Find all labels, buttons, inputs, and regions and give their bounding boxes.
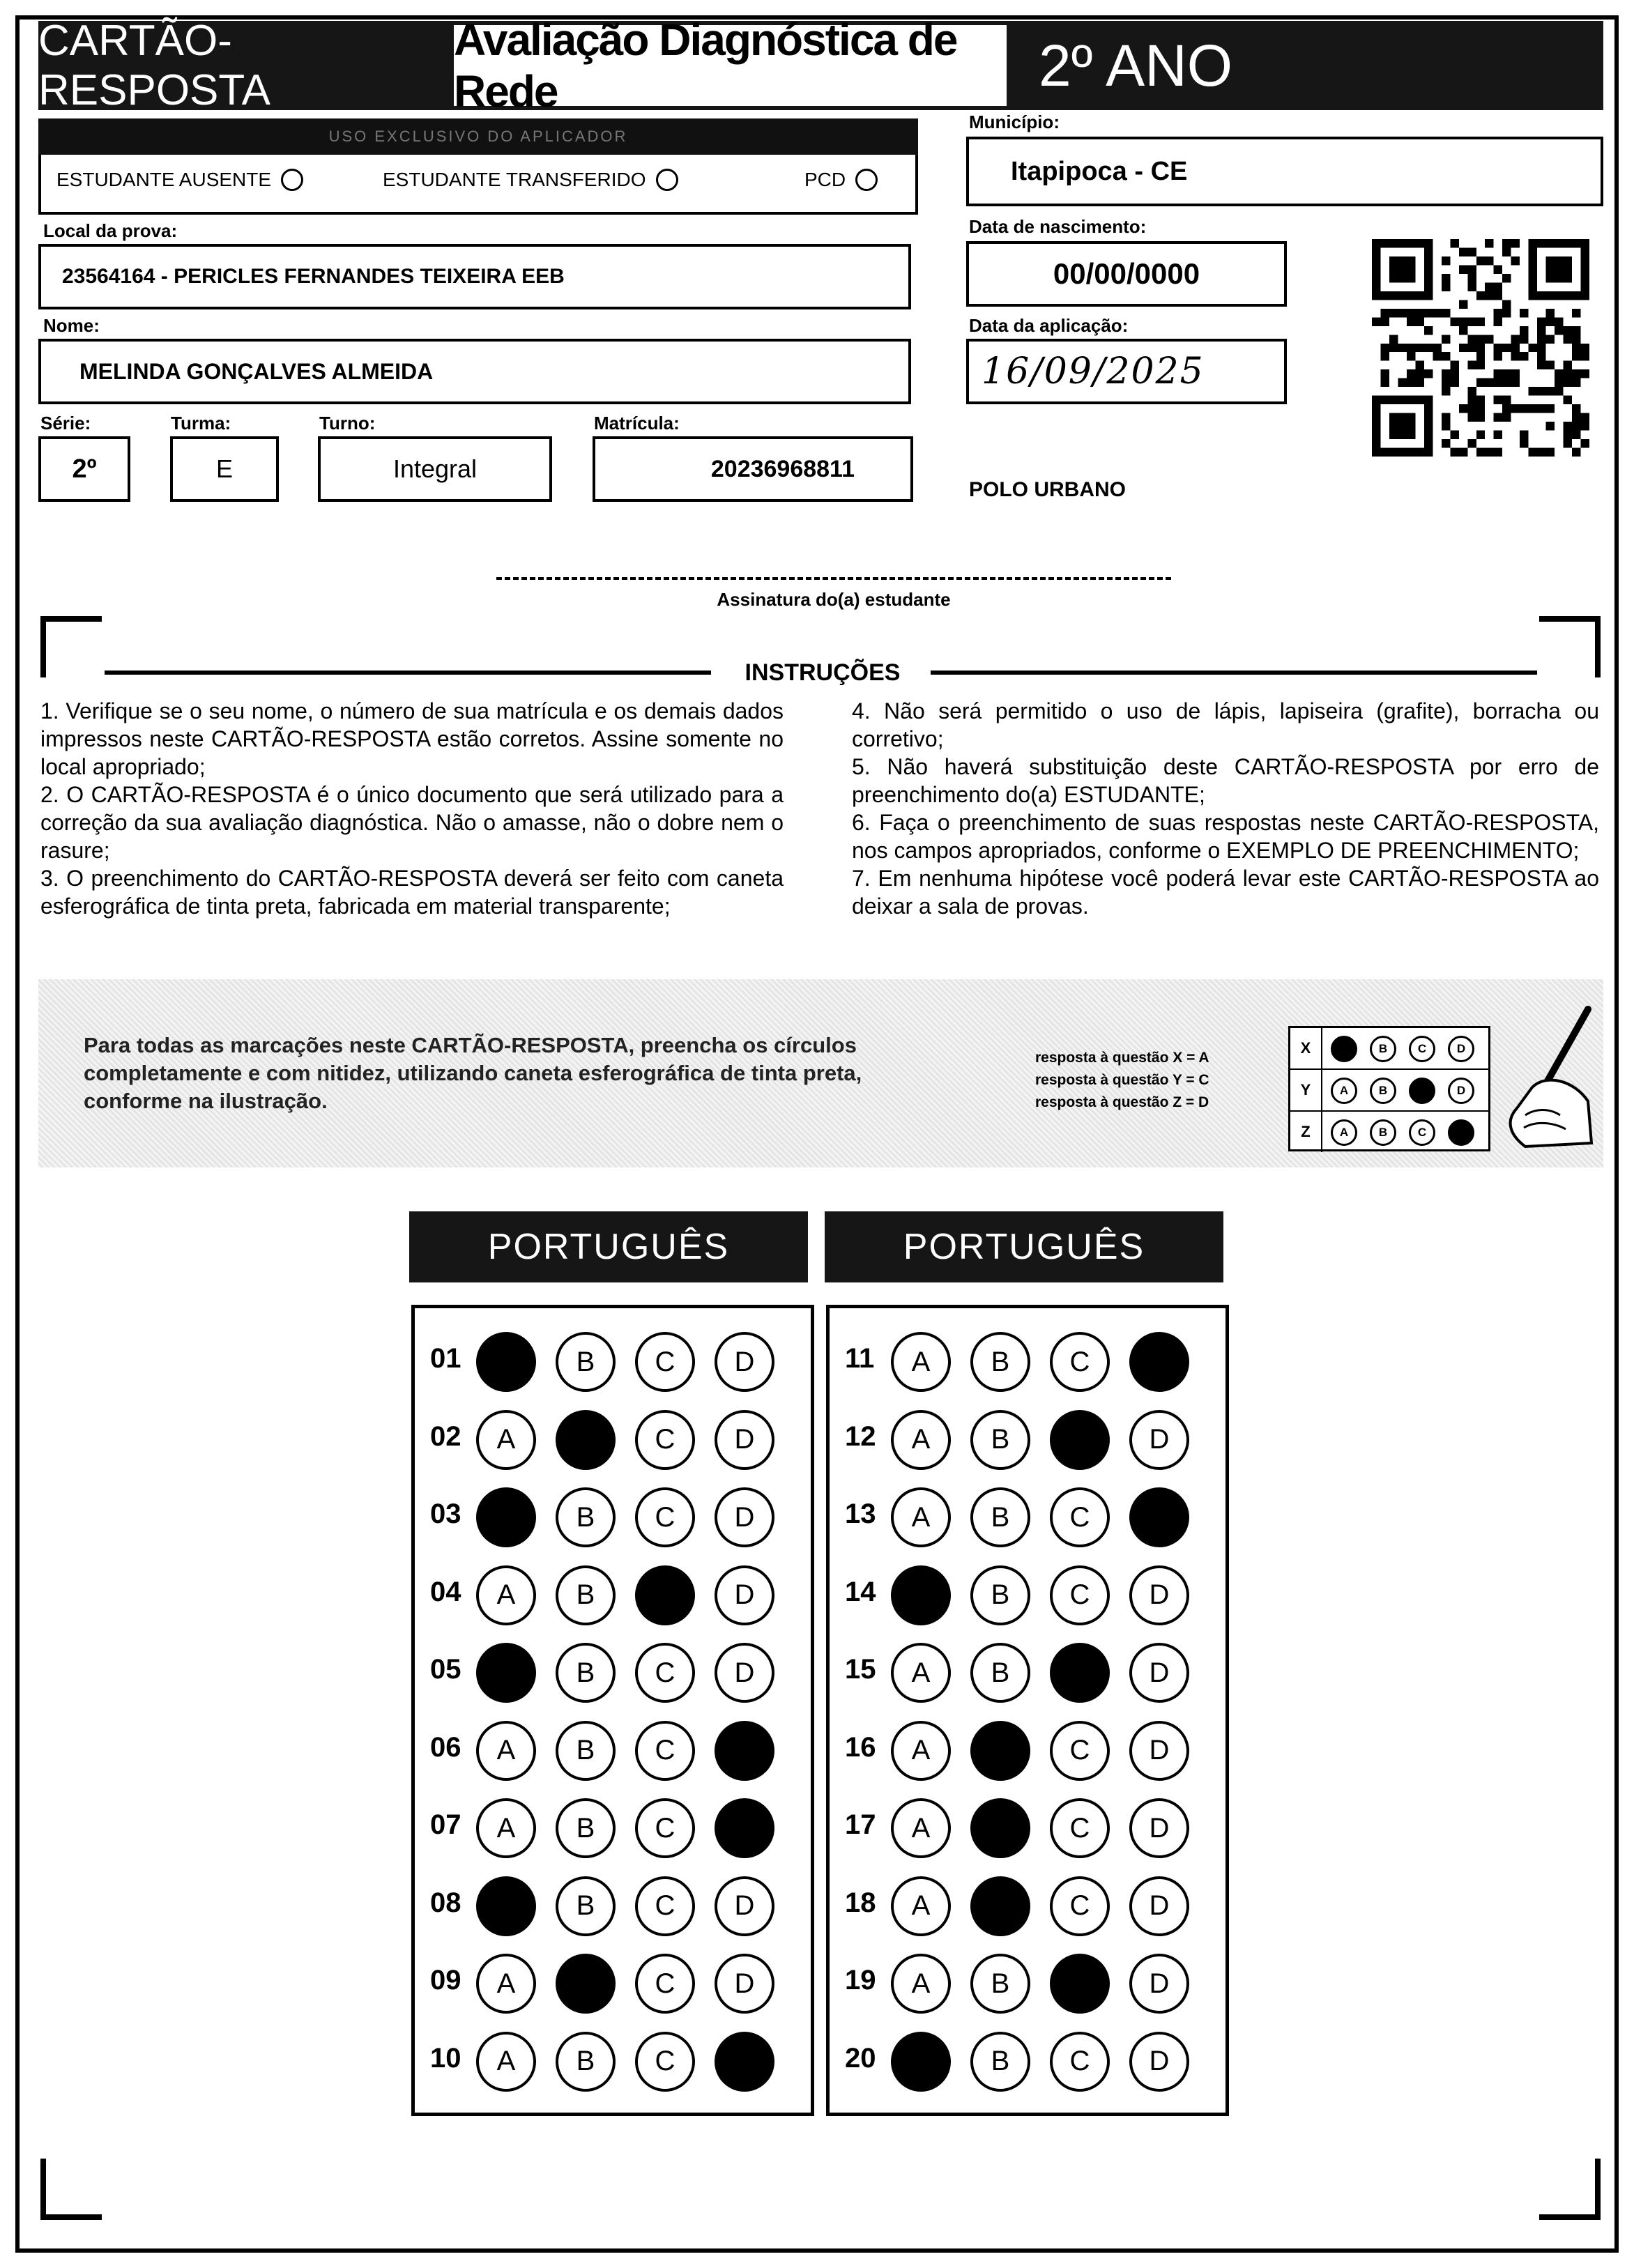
question-number: 13 [845,1499,876,1529]
answer-bubble-a[interactable]: A [891,1954,951,2014]
question-row [415,1561,811,1631]
question-number: 03 [430,1499,461,1529]
instruction-7: 7. Em nenhuma hipótese você poderá levar este CARTÃO-RESPOSTA ao deixar a sala de provas. [852,866,1599,919]
grade-label: 2º ANO [1011,21,1603,110]
example-bubble: C [1409,1036,1435,1062]
corner-mark-bottom-right [1539,2159,1601,2220]
answer-bubble-a[interactable]: A [891,1487,951,1547]
answer-bubble-c[interactable]: C [1050,1876,1110,1936]
answer-bubble-b[interactable]: B [556,2032,616,2092]
answer-bubble-b[interactable]: B [556,1798,616,1858]
question-row [830,2028,1226,2097]
section-title-1: PORTUGUÊS [409,1211,808,1282]
answer-bubble-d[interactable]: D [715,1410,774,1470]
instruction-4: 4. Não será permitido o uso de lápis, lapiseira (grafite), borracha ou corretivo; [852,698,1599,751]
name-label: Nome: [43,315,100,336]
serie-value: 2º [72,454,97,484]
answer-bubble-b[interactable]: B [970,1410,1030,1470]
question-number: 05 [430,1654,461,1685]
municipio-label: Município: [969,112,1060,132]
question-number: 17 [845,1809,876,1840]
answer-bubble-b[interactable] [556,1410,616,1470]
answer-bubble-a[interactable]: A [891,1410,951,1470]
answer-bubble-d[interactable]: D [1129,1565,1189,1625]
question-number: 19 [845,1965,876,1995]
question-number: 02 [430,1420,461,1452]
instruction-5: 5. Não haverá substituição deste CARTÃO-RESPOSTA por erro de preenchimento do(a) ESTUDANTE; [852,754,1599,807]
local-field [38,244,911,309]
question-row [830,1639,1226,1708]
instructions-title: INSTRUÇÕES [745,659,901,686]
transferred-option[interactable] [383,169,678,191]
answer-bubble-c[interactable]: C [635,1798,695,1858]
example-answer-z: resposta à questão Z = D [1035,1094,1209,1110]
example-bubble: B [1370,1036,1396,1062]
question-row [415,1794,811,1864]
exam-title: Avaliação Diagnóstica de Rede [450,21,1011,110]
corner-mark-top-left [40,616,102,677]
answer-bubble-c[interactable] [1050,1410,1110,1470]
example-bubble: B [1370,1078,1396,1104]
answer-bubble-b[interactable]: B [556,1565,616,1625]
name-field [38,339,911,404]
turma-field [170,436,279,502]
answer-bubble-a[interactable]: A [476,1565,536,1625]
answer-bubble-a[interactable]: A [476,1721,536,1781]
example-grid [1288,1026,1490,1151]
answer-bubble-d[interactable] [1129,1487,1189,1547]
answer-bubble-c[interactable]: C [635,2032,695,2092]
answer-bubble-d[interactable]: D [1129,1410,1189,1470]
answer-bubble-b[interactable]: B [970,1643,1030,1703]
answer-bubble-d[interactable]: D [1129,1954,1189,2014]
answer-bubble-a[interactable] [476,1332,536,1392]
answer-bubble-b[interactable]: B [556,1721,616,1781]
answer-bubble-c[interactable]: C [635,1643,695,1703]
turno-value: Integral [392,454,478,483]
answer-bubble-c[interactable]: C [635,1954,695,2014]
answer-bubble-c[interactable]: C [635,1487,695,1547]
pcd-circle[interactable] [855,169,878,191]
turma-label: Turma: [171,413,231,434]
instruction-6: 6. Faça o preenchimento de suas respostas neste CARTÃO-RESPOSTA, nos campos apropriados, conforme o EXEMPLO DE PREENCHIMENTO; [852,810,1599,863]
pcd-label: PCD [804,169,846,190]
question-number: 06 [430,1731,461,1763]
answer-bubble-b[interactable]: B [970,1565,1030,1625]
answer-panel-2 [826,1305,1229,2116]
question-row [415,2028,811,2097]
absent-label: ESTUDANTE AUSENTE [56,169,272,190]
answer-panel-1 [411,1305,814,2116]
section-title-2: PORTUGUÊS [825,1211,1223,1282]
example-row [1290,1112,1488,1154]
matricula-field [593,436,913,502]
example-bubble: C [1409,1078,1435,1104]
answer-bubble-b[interactable]: B [970,1487,1030,1547]
question-row [830,1717,1226,1786]
answer-bubble-c[interactable]: C [635,1721,695,1781]
example-bubble: D [1448,1078,1474,1104]
aplic-label: Data da aplicação: [969,315,1129,336]
question-number: 20 [845,2042,876,2074]
example-bubble: C [1409,1119,1435,1146]
hand-pen-icon [1483,1004,1595,1150]
aplic-value: 16/09/2025 [982,351,1205,392]
local-label: Local da prova: [43,220,178,241]
instructions-rule-right [931,671,1537,675]
answer-bubble-a[interactable] [476,1643,536,1703]
answer-bubble-a[interactable] [476,1487,536,1547]
matricula-value: 20236968811 [710,455,855,482]
answer-bubble-d[interactable]: D [715,1565,774,1625]
absent-option[interactable] [56,169,303,191]
answer-bubble-d[interactable]: D [715,1332,774,1392]
question-number: 10 [430,2042,461,2074]
answer-bubble-d[interactable]: D [715,1876,774,1936]
absent-circle[interactable] [281,169,303,191]
answer-bubble-b[interactable]: B [970,2032,1030,2092]
name-value: MELINDA GONÇALVES ALMEIDA [79,358,434,384]
answer-bubble-c[interactable] [1050,1643,1110,1703]
answer-bubble-b[interactable] [970,1798,1030,1858]
question-number: 09 [430,1965,461,1995]
corner-mark-top-right [1539,616,1601,677]
answer-bubble-d[interactable] [715,1798,774,1858]
instruction-1: 1. Verifique se o seu nome, o número de sua matrícula e os demais dados impressos neste CARTÃO-RESPOSTA estão corretos. Assine somente no local apropriado; [40,698,784,779]
answer-bubble-d[interactable]: D [1129,1643,1189,1703]
qr-code [1372,237,1589,459]
instructions-rule-left [105,671,711,675]
answer-bubble-d[interactable] [1129,1332,1189,1392]
answer-bubble-d[interactable]: D [1129,1876,1189,1936]
serie-field [38,436,130,502]
question-number: 11 [845,1343,875,1374]
aplic-field [966,339,1287,404]
question-row [830,1328,1226,1397]
nasc-value: 00/00/0000 [1053,257,1200,290]
nasc-label: Data de nascimento: [969,216,1147,237]
example-text: Para todas as marcações neste CARTÃO-RESPOSTA, preencha os círculos completamente e com nitidez, utilizando caneta esferográfica de tinta preta, conforme na ilustração. [84,1033,862,1113]
answer-bubble-c[interactable]: C [1050,1487,1110,1547]
nasc-field [966,241,1287,307]
answer-bubble-b[interactable] [970,1876,1030,1936]
example-answer-x: resposta à questão X = A [1035,1050,1209,1066]
transferred-label: ESTUDANTE TRANSFERIDO [383,169,646,190]
example-row [1290,1028,1488,1070]
answer-bubble-d[interactable]: D [715,1643,774,1703]
answer-bubble-c[interactable]: C [1050,1798,1110,1858]
example-bubble: A [1331,1078,1357,1104]
answer-bubble-d[interactable]: D [1129,1721,1189,1781]
answer-bubble-a[interactable]: A [891,1798,951,1858]
question-number: 08 [430,1887,461,1918]
example-bubble: D [1448,1119,1474,1146]
example-row-label: X [1290,1028,1322,1068]
turno-field [318,436,552,502]
question-number: 14 [845,1576,876,1607]
question-row [830,1872,1226,1942]
question-row [415,1872,811,1942]
card-label: CARTÃO-RESPOSTA [38,21,450,110]
pcd-option[interactable] [804,169,878,191]
question-number: 07 [430,1809,461,1840]
example-row-label: Y [1290,1070,1322,1110]
question-row [415,1406,811,1476]
answer-bubble-a[interactable] [476,1876,536,1936]
example-row [1290,1070,1488,1112]
example-bubble: B [1370,1119,1396,1146]
example-bubble: A [1331,1119,1357,1146]
question-row [415,1949,811,2019]
answer-bubble-a[interactable]: A [476,1798,536,1858]
question-number: 15 [845,1654,876,1685]
municipio-value: Itapipoca - CE [1011,156,1188,186]
answer-bubble-c[interactable] [1050,1954,1110,2014]
municipio-field [966,137,1603,206]
turno-label: Turno: [319,413,376,434]
question-row [415,1639,811,1708]
example-bubble: A [1331,1036,1357,1062]
question-number: 16 [845,1731,876,1763]
answer-bubble-d[interactable] [715,1721,774,1781]
answer-bubble-a[interactable]: A [891,1876,951,1936]
question-row [830,1561,1226,1631]
signature-label: Assinatura do(a) estudante [717,589,951,610]
polo-label: POLO URBANO [969,478,1126,501]
question-row [415,1328,811,1397]
applicator-bar: USO EXCLUSIVO DO APLICADOR [38,118,918,155]
question-row [830,1406,1226,1476]
answer-bubble-b[interactable]: B [970,1954,1030,2014]
example-row-label: Z [1290,1112,1322,1152]
instruction-3: 3. O preenchimento do CARTÃO-RESPOSTA deverá ser feito com caneta esferográfica de tinta preta, fabricada em material transparente; [40,866,784,919]
instructions-left-column [40,697,784,920]
example-bubble: D [1448,1036,1474,1062]
transferred-circle[interactable] [656,169,678,191]
answer-bubble-c[interactable]: C [1050,1565,1110,1625]
matricula-label: Matrícula: [594,413,680,434]
signature-line [496,577,1171,580]
answer-bubble-b[interactable] [970,1721,1030,1781]
answer-bubble-b[interactable]: B [556,1876,616,1936]
answer-bubble-c[interactable]: C [635,1410,695,1470]
question-row [415,1483,811,1553]
instruction-2: 2. O CARTÃO-RESPOSTA é o único documento que será utilizado para a correção da sua avaliação diagnóstica. Não o amasse, não o dobre nem o rasure; [40,782,784,863]
answer-bubble-d[interactable]: D [715,1487,774,1547]
answer-bubble-d[interactable]: D [1129,1798,1189,1858]
answer-bubble-b[interactable]: B [970,1332,1030,1392]
answer-bubble-b[interactable]: B [556,1643,616,1703]
question-row [830,1949,1226,2019]
answer-bubble-d[interactable]: D [715,1954,774,2014]
answer-bubble-b[interactable] [556,1954,616,2014]
answer-bubble-a[interactable]: A [476,1410,536,1470]
instructions-right-column [852,697,1599,920]
question-number: 18 [845,1887,876,1918]
answer-bubble-a[interactable]: A [891,1721,951,1781]
answer-bubble-a[interactable]: A [891,1643,951,1703]
answer-bubble-c[interactable]: C [1050,2032,1110,2092]
answer-bubble-d[interactable]: D [1129,2032,1189,2092]
answer-bubble-a[interactable]: A [476,2032,536,2092]
answer-bubble-b[interactable]: B [556,1487,616,1547]
question-row [415,1717,811,1786]
answer-bubble-a[interactable] [891,1565,951,1625]
question-number: 01 [430,1343,461,1374]
turma-value: E [215,454,233,483]
question-row [830,1794,1226,1864]
answer-bubble-a[interactable] [891,2032,951,2092]
answer-bubble-a[interactable]: A [476,1954,536,2014]
applicator-box [38,155,918,215]
serie-label: Série: [40,413,91,434]
answer-bubble-c[interactable] [635,1565,695,1625]
question-number: 12 [845,1420,876,1452]
example-answer-y: resposta à questão Y = C [1035,1072,1209,1088]
corner-mark-bottom-left [40,2159,102,2220]
answer-bubble-c[interactable]: C [1050,1721,1110,1781]
question-row [830,1483,1226,1553]
answer-bubble-c[interactable]: C [635,1876,695,1936]
local-value: 23564164 - PERICLES FERNANDES TEIXEIRA EEB [62,265,565,288]
question-number: 04 [430,1576,461,1607]
answer-bubble-b[interactable]: B [556,1332,616,1392]
answer-bubble-d[interactable] [715,2032,774,2092]
answer-bubble-a[interactable]: A [891,1332,951,1392]
answer-bubble-c[interactable]: C [635,1332,695,1392]
answer-bubble-c[interactable]: C [1050,1332,1110,1392]
